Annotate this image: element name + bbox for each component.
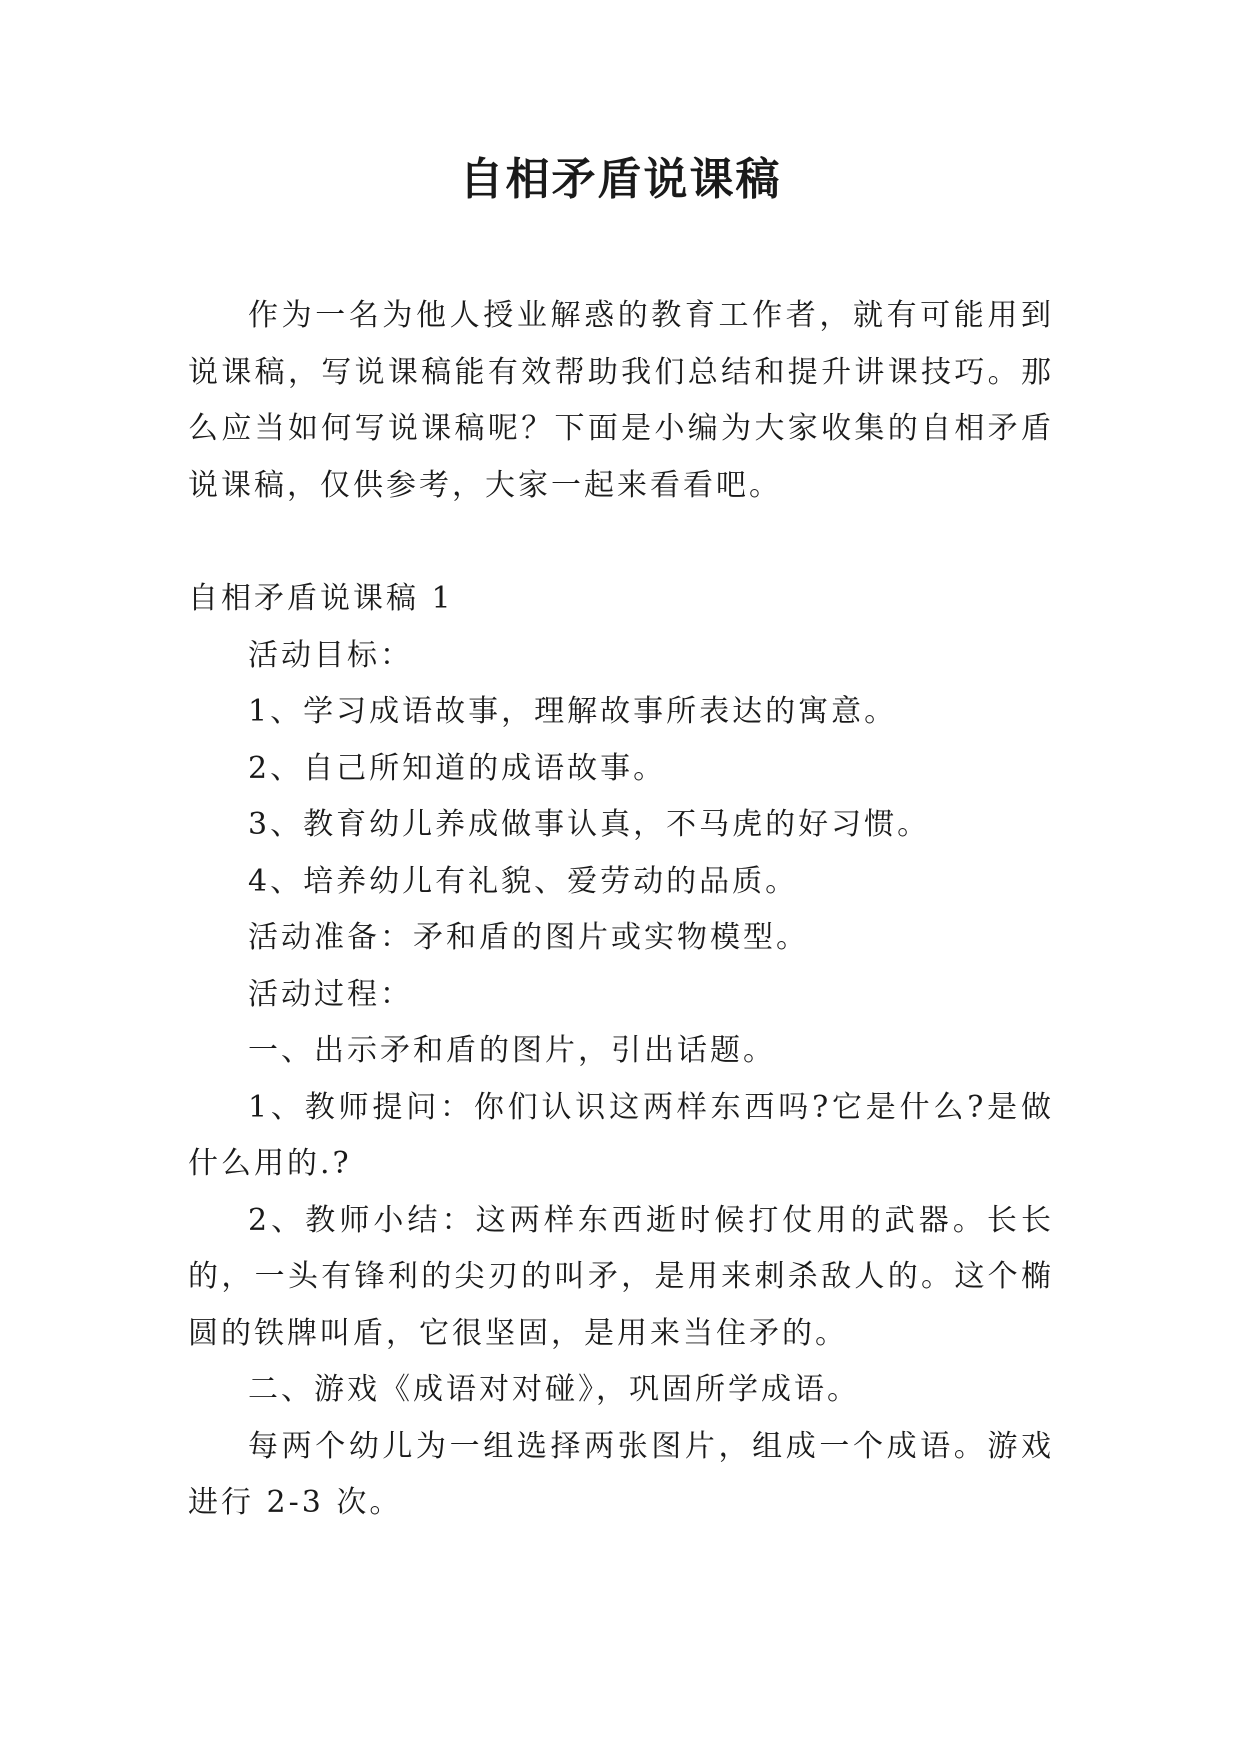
document-title: 自相矛盾说课稿 [459, 154, 782, 205]
intro-paragraph: 作为一名为他人授业解惑的教育工作者，就有可能用到说课稿，写说课稿能有效帮助我们总结和提升讲课技巧。那么应当如何写说课稿呢？下面是小编为大家收集的自相矛盾说课稿，仅供参考，大家一起来看看吧。 [188, 298, 1054, 503]
paragraph-goal-4: 4、培养幼儿有礼貌、爱劳动的品质。 [248, 863, 799, 899]
paragraph-teacher-summary: 2、教师小结：这两样东西逝时候打仗用的武器。长长的，一头有锋利的尖刃的叫矛，是用来刺杀敌人的。这个椭圆的铁牌叫盾，它很坚固，是用来当住矛的。 [188, 1202, 1054, 1351]
paragraph-goal-1: 1、学习成语故事，理解故事所表达的寓意。 [248, 694, 898, 729]
paragraph-step-2: 二、游戏《成语对对碰》，巩固所学成语。 [248, 1372, 860, 1407]
section-heading: 自相矛盾说课稿 1 [188, 581, 454, 616]
paragraph-goal-3: 3、教育幼儿养成做事认真，不马虎的好习惯。 [248, 807, 931, 842]
paragraph-step-1: 一、出示矛和盾的图片，引出话题。 [248, 1033, 776, 1068]
paragraph-goal-2: 2、自己所知道的成语故事。 [248, 750, 667, 786]
paragraph-teacher-question: 1、教师提问：你们认识这两样东西吗?它是什么?是做什么用的.? [188, 1089, 1054, 1181]
paragraph-preparation: 活动准备：矛和盾的图片或实物模型。 [248, 920, 809, 955]
paragraph-activity-goals: 活动目标： [248, 637, 413, 673]
paragraph-process: 活动过程： [248, 976, 413, 1012]
paragraph-game-rules: 每两个幼儿为一组选择两张图片，组成一个成语。游戏进行 2-3 次。 [188, 1428, 1054, 1520]
document-body [188, 288, 1054, 1532]
